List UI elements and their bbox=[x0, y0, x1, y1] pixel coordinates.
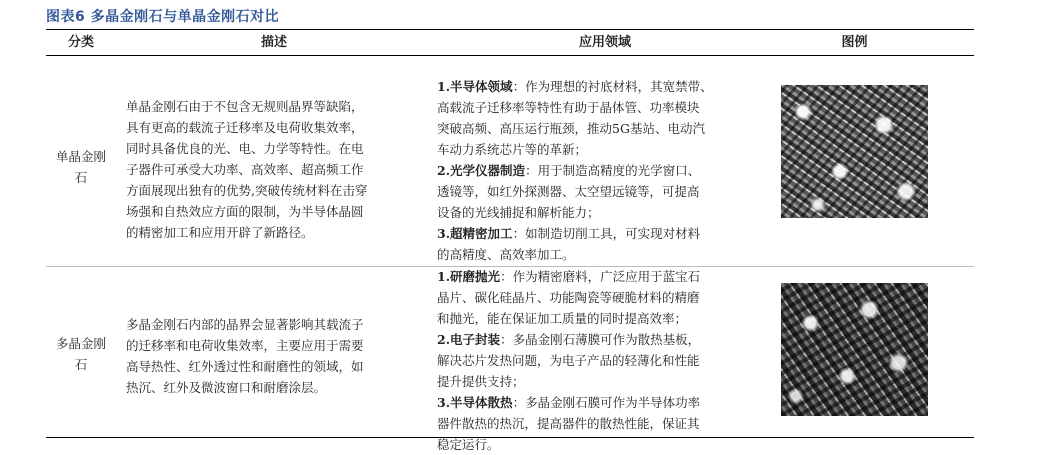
row-2-description: 多晶金刚石内部的晶界会显著影响其载流子 的迁移率和电荷收集效率，主要应用于需要 高导热性、红外透过性和耐磨性的领域，如 热沉、红外及微波窗口和耐磨涂层。 bbox=[126, 317, 364, 395]
figure-title: 图表6 多晶金刚石与单晶金刚石对比 bbox=[46, 9, 280, 25]
single-crystal-diamond-micrograph bbox=[781, 85, 928, 218]
row-1-description: 单晶金刚石由于不包含无规则晶界等缺陷， 具有更高的载流子迁移率及电荷收集效率， 同时具备优良的光、电、力学等特性。在电 子器件可承受大功率、高效率、超高频工作 方面展现出独有的优势,突破传统材料在击穿 场强和自热效应方面的限制，为半导体晶圆 的精密加工和应用开辟了新路径。 bbox=[126, 99, 368, 240]
row-1-category: 单晶金刚 石 bbox=[55, 149, 106, 185]
header-application: 应用领域 bbox=[578, 35, 631, 50]
row-2-category: 多晶金刚 石 bbox=[55, 336, 106, 372]
header-rule bbox=[46, 55, 974, 56]
header-description: 描述 bbox=[260, 35, 287, 50]
application-item: 3.超精密加工：如制造切削工具，可实现对材料 的高精度、高效率加工。 bbox=[437, 226, 701, 262]
row-1-applications bbox=[437, 76, 773, 265]
application-item: 3.半导体散热：多晶金刚石膜可作为半导体功率 器件散热的热沉，提高器件的散热性能，保证其 稳定运行。 bbox=[437, 395, 701, 452]
table-bottom-rule bbox=[46, 437, 974, 438]
application-item: 1.研磨抛光：作为精密磨料，广泛应用于蓝宝石 晶片、碳化硅晶片、功能陶瓷等硬脆材料的精磨 和抛光，能在保证加工质量的同时提高效率； bbox=[437, 269, 701, 326]
header-image: 图例 bbox=[841, 35, 868, 50]
application-item: 2.光学仪器制造：用于制造高精度的光学窗口、 透镜等，如红外探测器、太空望远镜等，可提高 设备的光线捕捉和解析能力； bbox=[437, 163, 701, 220]
polycrystalline-diamond-micrograph bbox=[781, 283, 928, 416]
application-item: 1.半导体领域：作为理想的衬底材料，其宽禁带、 高载流子迁移率等特性有助于晶体管、功率模块 突破高频、高压运行瓶颈，推动5G基站、电动汽 车动力系统芯片等的革新； bbox=[437, 79, 713, 157]
header-category: 分类 bbox=[67, 35, 94, 50]
application-item: 2.电子封装：多晶金刚石薄膜可作为散热基板， 解决芯片发热问题，为电子产品的轻薄化和性能 提升提供支持； bbox=[437, 332, 701, 389]
row-2-applications bbox=[437, 266, 773, 455]
